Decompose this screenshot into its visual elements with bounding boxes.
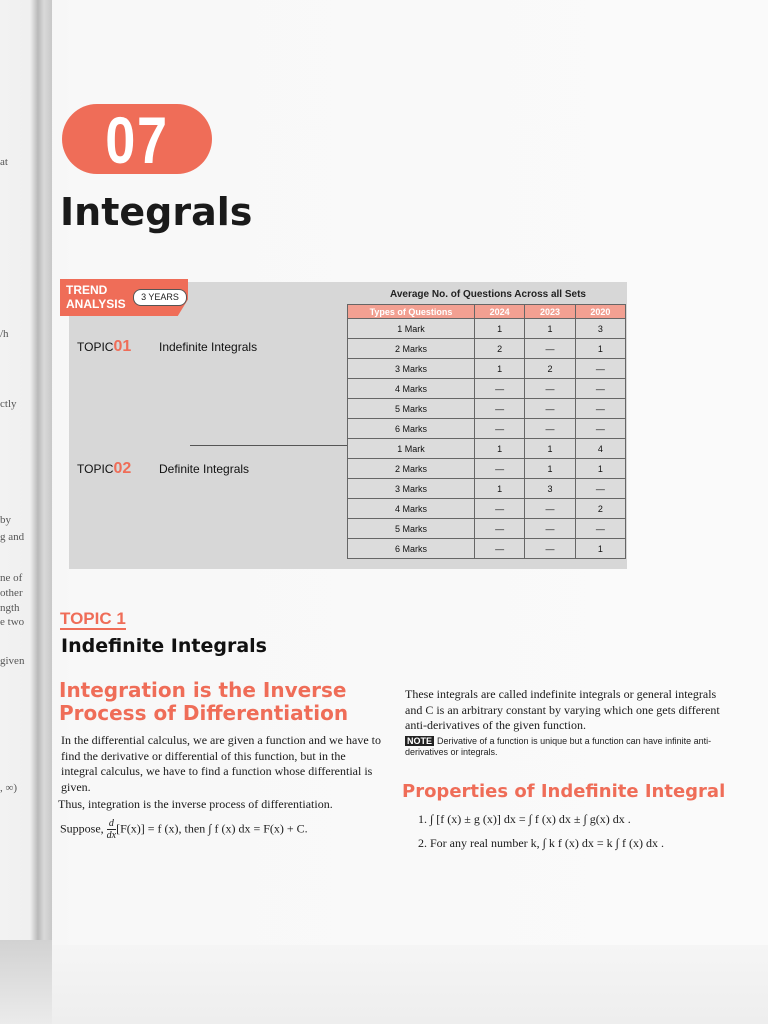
topic-name: Indefinite Integrals: [159, 340, 258, 354]
question-type-cell: 6 Marks: [348, 419, 475, 439]
question-type-cell: 2 Marks: [348, 339, 475, 359]
column-header: 2020: [575, 305, 625, 319]
count-cell: 1: [475, 359, 525, 379]
table-row: [348, 419, 626, 439]
count-cell: 1: [525, 319, 575, 339]
formula-line: [60, 818, 390, 841]
count-cell: —: [475, 459, 525, 479]
fraction-denominator: dx: [106, 830, 117, 841]
body-paragraph: Thus, integration is the inverse process of differentiation.: [58, 797, 333, 811]
column-header: 2024: [475, 305, 525, 319]
spine-text-fragment: ne of: [0, 572, 23, 584]
table-body: [348, 319, 626, 559]
spine-text-fragment: ctly: [0, 398, 17, 410]
note-label: NOTE: [407, 736, 433, 746]
table-row: [348, 479, 626, 499]
question-type-cell: 5 Marks: [348, 399, 475, 419]
question-type-cell: 5 Marks: [348, 519, 475, 539]
count-cell: 1: [575, 459, 625, 479]
topic-number: 02: [113, 460, 132, 477]
chapter-number: 07: [105, 103, 169, 177]
table-row: [348, 359, 626, 379]
note-box: [405, 736, 735, 758]
question-type-cell: 3 Marks: [348, 359, 475, 379]
column-header: 2023: [525, 305, 575, 319]
list-item: 1. ∫ [f (x) ± g (x)] dx = ∫ f (x) dx ± ∫ g(x) dx .: [418, 812, 631, 826]
count-cell: 2: [575, 499, 625, 519]
page-spine-shadow: [0, 940, 52, 1024]
topic-prefix: TOPIC: [77, 462, 114, 476]
fraction-numerator: d: [107, 818, 116, 830]
formula-rest: [F(x)] = f (x), then ∫ f (x) dx = F(x) + C.: [116, 821, 308, 836]
page-spine: [0, 0, 52, 940]
topic-row-1: [77, 338, 258, 356]
list-item: 2. For any real number k, ∫ k f (x) dx = k ∫ f (x) dx .: [418, 836, 664, 850]
count-cell: —: [525, 519, 575, 539]
count-cell: —: [475, 379, 525, 399]
section-heading: Properties of Indefinite Integral: [402, 781, 726, 802]
question-type-cell: 2 Marks: [348, 459, 475, 479]
question-type-cell: 4 Marks: [348, 499, 475, 519]
table-row: [348, 539, 626, 559]
topic-row-2: [77, 460, 250, 478]
count-cell: —: [475, 539, 525, 559]
count-cell: —: [575, 479, 625, 499]
count-cell: 1: [475, 479, 525, 499]
count-cell: —: [575, 519, 625, 539]
column-header: Types of Questions: [348, 305, 475, 319]
count-cell: 2: [525, 359, 575, 379]
table-row: [348, 499, 626, 519]
count-cell: —: [475, 399, 525, 419]
count-cell: —: [525, 539, 575, 559]
count-cell: —: [575, 379, 625, 399]
chapter-title: Integrals: [60, 190, 253, 234]
count-cell: 1: [575, 539, 625, 559]
count-cell: —: [525, 339, 575, 359]
count-cell: 3: [525, 479, 575, 499]
table-heading: Average No. of Questions Across all Sets: [390, 289, 586, 300]
count-cell: 2: [475, 339, 525, 359]
question-type-cell: 3 Marks: [348, 479, 475, 499]
topic-title: Indefinite Integrals: [61, 635, 267, 657]
count-cell: 4: [575, 439, 625, 459]
count-cell: 1: [525, 439, 575, 459]
trend-label-line2: ANALYSIS: [66, 297, 126, 311]
count-cell: —: [525, 499, 575, 519]
topic-name: Definite Integrals: [159, 462, 250, 476]
spine-text-fragment: /h: [0, 328, 9, 340]
spine-text-fragment: g and: [0, 531, 25, 543]
note-text: Derivative of a function is unique but a function can have infinite anti-derivatives or integrals.: [405, 736, 712, 757]
table-row: [348, 379, 626, 399]
questions-table: [347, 304, 626, 559]
count-cell: 3: [575, 319, 625, 339]
question-type-cell: 4 Marks: [348, 379, 475, 399]
topic-number: 01: [113, 338, 132, 355]
table-row: [348, 319, 626, 339]
spine-text-fragment: given: [0, 655, 25, 667]
count-cell: —: [525, 419, 575, 439]
page-bottom-edge: [52, 945, 768, 1024]
topic-divider: [190, 445, 350, 446]
count-cell: —: [575, 399, 625, 419]
question-type-cell: 1 Mark: [348, 319, 475, 339]
body-paragraph: These integrals are called indefinite integrals or general integrals and C is an arbitrary constant by varying which one gets different anti-derivatives of the given function.: [405, 687, 720, 732]
count-cell: —: [525, 399, 575, 419]
section-heading: Integration is the Inverse Process of Differentiation: [59, 678, 349, 725]
count-cell: —: [475, 499, 525, 519]
spine-text-fragment: at: [0, 156, 8, 168]
question-type-cell: 6 Marks: [348, 539, 475, 559]
topic-prefix: TOPIC: [77, 340, 114, 354]
count-cell: —: [575, 419, 625, 439]
count-cell: —: [475, 519, 525, 539]
count-cell: —: [475, 419, 525, 439]
count-cell: 1: [525, 459, 575, 479]
spine-text-fragment: by: [0, 514, 11, 526]
table-row: [348, 339, 626, 359]
count-cell: 1: [475, 319, 525, 339]
count-cell: —: [525, 379, 575, 399]
question-type-cell: 1 Mark: [348, 439, 475, 459]
years-badge: 3 YEARS: [133, 289, 187, 306]
spine-text-fragment: ngth: [0, 602, 20, 614]
derivative-fraction: [107, 818, 116, 841]
properties-list: [418, 809, 664, 857]
table-row: [348, 519, 626, 539]
count-cell: 1: [475, 439, 525, 459]
table-row: [348, 399, 626, 419]
table-row: [348, 459, 626, 479]
trend-label-line1: TREND: [66, 283, 108, 297]
topic-label: TOPIC 1: [60, 609, 126, 628]
formula-prefix: Suppose,: [60, 821, 104, 836]
table-header-row: [348, 305, 626, 319]
spine-text-fragment: , ∞): [0, 782, 18, 794]
count-cell: —: [575, 359, 625, 379]
spine-text-fragment: e two: [0, 616, 25, 628]
body-paragraph: In the differential calculus, we are given a function and we have to find the derivative or differential of this function, but in the integral calculus, we have to find a function whose differential is given.: [61, 733, 381, 794]
spine-text-fragment: other: [0, 587, 23, 599]
count-cell: 1: [575, 339, 625, 359]
chapter-badge: [62, 103, 212, 177]
table-row: [348, 439, 626, 459]
